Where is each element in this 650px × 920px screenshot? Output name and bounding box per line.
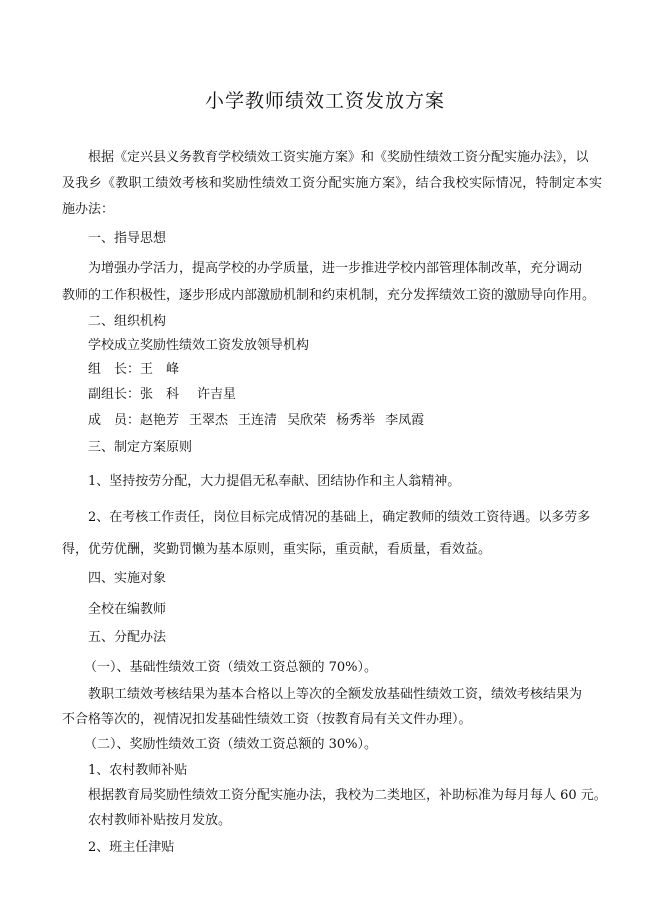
incentive-item-1: 1、农村教师补贴: [88, 763, 188, 778]
section-heading-organization: 二、组织机构: [88, 314, 167, 329]
leader-row: [88, 358, 179, 377]
section1-line-2: 教师的工作积极性，逐步形成内部激励机制和约束机制，充分发挥绩效工资的激励导向作用。: [62, 288, 596, 303]
principle-item-2-line-2: 得，优劳优酬，奖勤罚懒为基本原则，重实际，重贡献，看质量，看效益。: [62, 542, 492, 557]
subsection-basic-pay: （一）、基础性绩效工资（绩效工资总额的 70%）。: [84, 660, 378, 675]
section-heading-principles: 三、制定方案原则: [88, 440, 193, 455]
member-name-2: 王翠杰: [189, 413, 229, 428]
intro-line-2: 及我乡《教职工绩效考核和奖励性绩效工资分配实施方案》，结合我校实际情况，特制定本实: [62, 176, 602, 191]
section4-line-1: 全校在编教师: [88, 602, 167, 617]
basic-pay-line-1: 教职工绩效考核结果为基本合格以上等次的全额发放基础性绩效工资，绩效考核结果为: [88, 687, 583, 702]
leader-label: 组 长：: [88, 362, 141, 377]
section2-line-1: 学校成立奖励性绩效工资发放领导机构: [88, 338, 310, 353]
basic-pay-line-2: 不合格等次的，视情况扣发基础性绩效工资（按教育局有关文件办理）。: [62, 712, 472, 727]
section-heading-distribution: 五、分配办法: [88, 630, 167, 645]
principle-item-2-line-1: 2、在考核工作责任，岗位目标完成情况的基础上，确定教师的绩效工资待遇。以多劳多: [88, 510, 591, 525]
section-heading-guiding-ideology: 一、指导思想: [88, 231, 167, 246]
incentive-item-1-line-2: 农村教师补贴按月发放。: [88, 813, 232, 828]
member-name-4: 吴欣荣: [287, 413, 327, 428]
intro-line-3: 施办法：: [62, 202, 115, 217]
member-row: [88, 409, 424, 428]
member-label: 成 员：: [88, 413, 141, 428]
subsection-incentive-pay: （二）、奖励性绩效工资（绩效工资总额的 30%）。: [84, 737, 378, 752]
section1-line-1: 为增强办学活力，提高学校的办学质量，进一步推进学校内部管理体制改革，充分调动: [88, 261, 583, 276]
member-name-1: 赵艳芳: [140, 413, 180, 428]
incentive-item-2: 2、班主任津贴: [88, 840, 175, 855]
intro-line-1: 根据《定兴县义务教育学校绩效工资实施方案》和《奖励性绩效工资分配实施办法》，以: [88, 150, 589, 165]
member-name-6: 李凤霞: [385, 413, 425, 428]
member-name-5: 杨秀举: [336, 413, 376, 428]
incentive-item-1-line-1: 根据教育局奖励性绩效工资分配实施办法，我校为二类地区，补助标准为每月每人 60 元。: [88, 788, 607, 803]
leader-name: 王 峰: [140, 362, 180, 377]
section-heading-target: 四、实施对象: [88, 571, 167, 586]
deputy-row: [88, 383, 236, 402]
deputy-name-2: 许吉星: [197, 387, 237, 402]
document-title: 小学教师绩效工资发放方案: [204, 90, 445, 112]
deputy-label: 副组长：: [88, 387, 141, 402]
principle-item-1: 1、坚持按劳分配，大力提倡无私奉献、团结协作和主人翁精神。: [88, 474, 461, 489]
member-name-3: 王连清: [238, 413, 278, 428]
deputy-name-1: 张 科: [140, 387, 180, 402]
